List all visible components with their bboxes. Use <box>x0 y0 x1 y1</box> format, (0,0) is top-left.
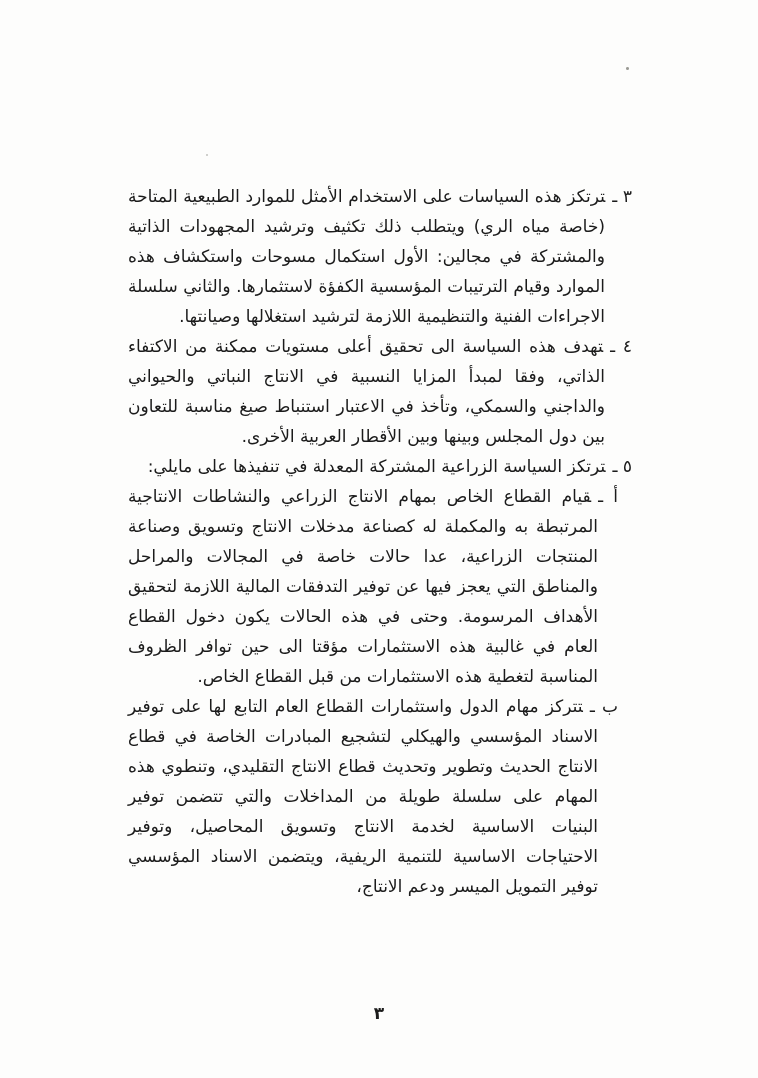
document-text-block <box>128 182 632 902</box>
paragraph-item-4 <box>128 332 632 452</box>
paragraph-text: ترتكز السياسة الزراعية المشتركة المعدلة في تنفيذها على مايلي: <box>147 457 606 477</box>
paragraph-text: ترتكز هذه السياسات على الاستخدام الأمثل للموارد الطبيعية المتاحة (خاصة مياه الري) ويتطلب ذلك تكثيف وترشيد المجهودات الذاتية والمشتركة في مجالين: الأول استكمال مسوحات واستكشاف هذه الموارد وقيام الترتيبات المؤسسية الكفؤة لاستثمارها. والثاني سلسلة الاجراءات الفنية والتنظيمية اللازمة لترشيد استغلالها وصيانتها. <box>128 187 606 327</box>
scan-artifact-dot <box>626 67 629 70</box>
item-letter-marker: أ ـ <box>598 487 619 507</box>
item-letter-marker: ب ـ <box>589 697 618 717</box>
item-number-marker: ٥ ـ <box>612 457 632 477</box>
scan-artifact-dot <box>206 154 208 156</box>
paragraph-item-5 <box>128 452 632 482</box>
paragraph-item-3 <box>128 182 632 332</box>
item-number-marker: ٣ ـ <box>612 187 632 207</box>
page-number: ٣ <box>373 1004 385 1024</box>
paragraph-text: قيام القطاع الخاص بمهام الانتاج الزراعي والنشاطات الانتاجية المرتبطة به والمكملة له كصناعة مدخلات الانتاج وتسويق وصناعة المنتجات الزراعية، عدا حالات خاصة في المجالات والمراحل والمناطق التي يعجز فيها عن توفير التدفقات المالية اللازمة لتحقيق الأهداف المرسومة. وحتى في هذه الحالات يكون دخول القطاع العام في غالبية هذه الاستثمارات مؤقتا الى حين توافر الظروف المناسبة لتغطية هذه الاستثمارات من قبل القطاع الخاص. <box>128 487 598 687</box>
paragraph-text: تتركز مهام الدول واستثمارات القطاع العام التابع لها على توفير الاسناد المؤسسي والهيكلي لتشجيع المبادرات الخاصة في قطاع الانتاج الحديث وتطوير وتحديث قطاع الانتاج التقليدي، وتنطوي هذه المهام على سلسلة طويلة من المداخلات والتي تتضمن توفير البنيات الاساسية لخدمة الانتاج وتسويق المحاصيل، وتوفير الاحتياجات الاساسية للتنمية الريفية، ويتضمن الاسناد المؤسسي توفير التمويل الميسر ودعم الانتاج، <box>128 697 598 897</box>
paragraph-text: تهدف هذه السياسة الى تحقيق أعلى مستويات ممكنة من الاكتفاء الذاتي، وفقا لمبدأ المزايا النسبية في الانتاج النباتي والحيواني والداجني والسمكي، وتأخذ في الاعتبار استنباط صيغ مناسبة للتعاون بين دول المجلس وبينها وبين الأقطار العربية الأخرى. <box>128 337 605 447</box>
subitem-a <box>128 482 632 692</box>
item-number-marker: ٤ ـ <box>610 337 632 357</box>
subitem-b <box>128 692 632 902</box>
